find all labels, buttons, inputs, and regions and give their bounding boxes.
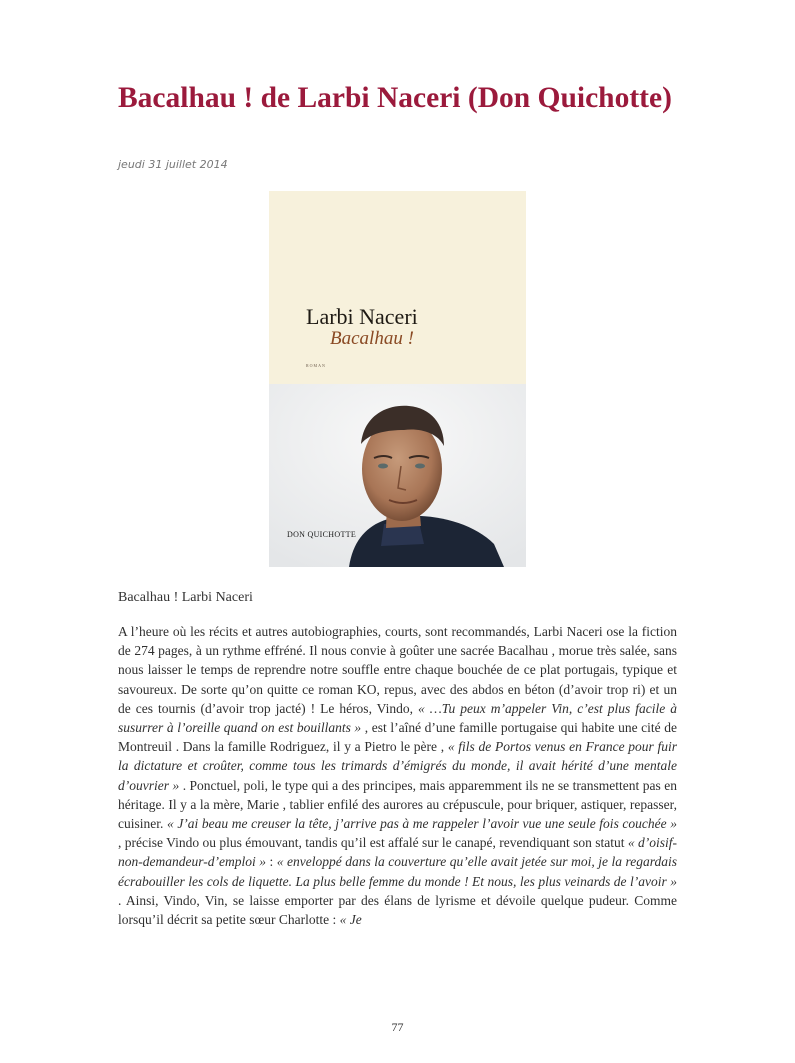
article-date: jeudi 31 juillet 2014 — [118, 158, 228, 171]
author-portrait-photo — [269, 384, 526, 567]
text-segment: . Ainsi, Vindo, Vin, se laisse emporter par des élans de lyrisme et dévoile quelque pudeur. Comme lorsqu’il décrit sa petite sœur Charlotte : — [118, 892, 677, 928]
cover-header-panel — [269, 191, 526, 384]
quote-segment: « Je — [339, 912, 362, 928]
page-number: 77 — [391, 1020, 404, 1034]
quote-segment: « …Tu peux m’appeler Vin, c’est plus facile à susurrer à l’oreille quand on est bouillants » — [118, 700, 677, 736]
cover-author: Larbi Naceri — [306, 304, 418, 329]
quote-segment: « J’ai beau me creuser la tête, j’arrive pas à me rappeler l’avoir vue une seule fois couchée » — [166, 816, 677, 832]
text-segment: . Ponctuel, poli, le type qui a des principes, mais apparemment ils ne se transmettent pas en héritage. Il y a la mère, Marie , tablier enfilé des aurores au crépuscule, pour briquer, astiquer, repasser, cuisiner. — [118, 777, 677, 832]
cover-title: Bacalhau ! — [330, 328, 414, 349]
cover-publisher-logo: DON QUICHOTTE — [287, 530, 357, 539]
book-cover-image — [269, 191, 526, 567]
text-segment: A l’heure où les récits et autres autobiographies, courts, sont recommandés, Larbi Naceri ose la fiction de 274 pages, à un rythme effréné. Il nous convie à goûter une sacrée Bacalhau , morue très salée, sans nous laisser le temps de reprendre notre souffle entre chaque bouchée de ce plat portugais, typique et savoureux. De sorte qu’on quitte ce roman KO, repus, avec des abdos en béton (d’avoir trop ri) et un de ces tournis (d’avoir trop jacté) ! Le héros, Vindo, — [118, 624, 677, 716]
article-body — [118, 622, 677, 929]
article-title: Bacalhau ! de Larbi Naceri (Don Quichotte) — [118, 82, 672, 114]
image-caption: Bacalhau ! Larbi Naceri — [118, 590, 253, 605]
quote-segment: « enveloppé dans la couverture qu’elle avait jetée sur moi, je la regardais écrabouiller les cols de liquette. La plus belle femme du monde ! Et nous, les plus veinards de l’avoir » — [118, 854, 677, 889]
text-segment: , est l’aîné d’une famille portugaise qui habite une cité de Montreuil . Dans la famille Rodriguez, il y a Pietro le père , — [118, 720, 677, 755]
quote-segment: « fils de Portos venus en France pour fuir la dictature et croûter, comme tous les trimards d’émigrés du monde, il avait hérité d’une mentale d’ouvrier » — [118, 739, 677, 793]
cover-genre: ROMAN — [306, 363, 326, 368]
text-segment: , précise Vindo ou plus émouvant, tandis qu’il est affalé sur le canapé, revendiquant son statut — [118, 835, 628, 851]
quote-segment: « d’oisif-non-demandeur-d’emploi » — [118, 835, 678, 870]
text-segment: : — [265, 854, 277, 870]
